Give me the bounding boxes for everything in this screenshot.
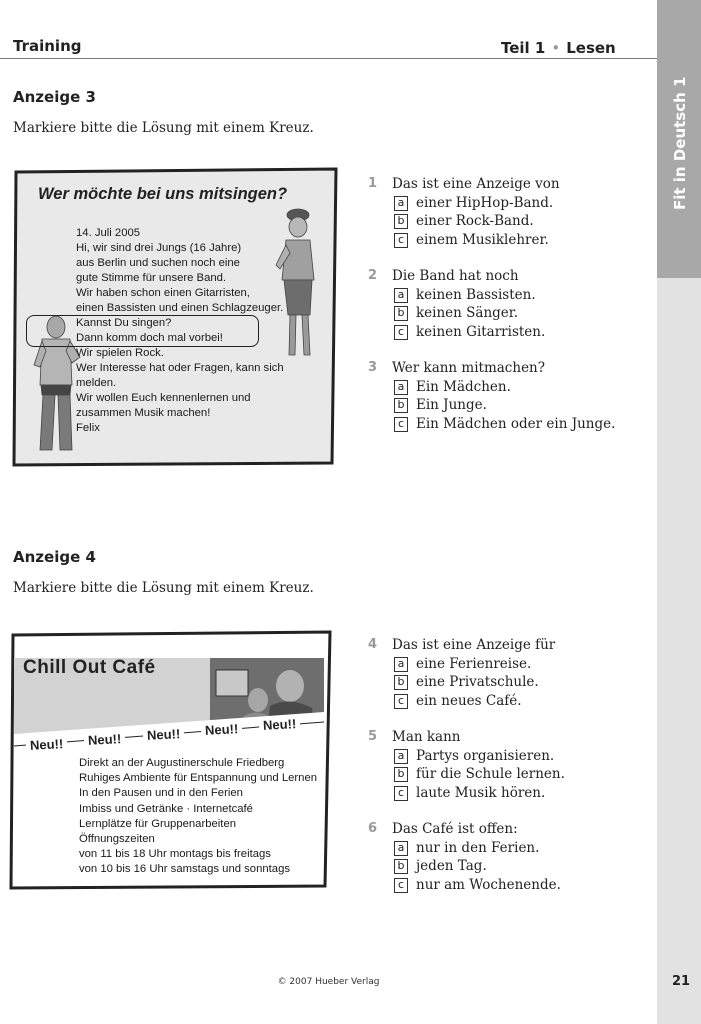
question-stem: Wer kann mitmachen? [392,360,545,376]
answer-option-2a[interactable]: a keinen Bassisten. [394,286,536,305]
page-number: 21 [671,974,691,989]
answer-checkbox[interactable]: c [394,878,408,893]
section4-title: Anzeige 4 [13,548,96,566]
side-tab-label: Fit in Deutsch 1 [671,76,689,210]
answer-option-1b[interactable]: b einer Rock-Band. [394,212,534,231]
answer-checkbox[interactable]: b [394,675,408,690]
ad4-line: Ruhiges Ambiente für Entspannung und Lernen [79,772,318,785]
header-rule [0,58,657,59]
answer-option-5b[interactable]: b für die Schule lernen. [394,765,565,784]
section3-title: Anzeige 3 [13,88,96,106]
ad4-banner-new: Neu!! [143,726,185,743]
ad3-line: gute Stimme für unsere Band. [76,272,227,284]
answer-option-5a[interactable]: a Partys organisieren. [394,747,554,766]
answer-checkbox[interactable]: a [394,288,408,303]
ad3-line: einen Bassisten und einen Schlagzeuger. [76,302,284,314]
side-tab-label-wrap [659,76,699,250]
ad4-banner-new: Neu!! [84,731,126,748]
question-number: 1 [368,176,378,191]
answer-checkbox[interactable]: c [394,694,408,709]
answer-checkbox[interactable]: c [394,325,408,340]
ad3-line: aus Berlin und suchen noch eine [76,257,240,269]
answer-option-6c[interactable]: c nur am Wochenende. [394,876,561,895]
header-part-skill [501,39,616,57]
ad4-line: von 10 bis 16 Uhr samstags und sonntags [79,863,291,876]
answer-option-3b[interactable]: b Ein Junge. [394,396,487,415]
header-training: Training [13,37,82,55]
ad3-line: Wer Interesse hat oder Fragen, kann sich [76,362,284,374]
ad3-line: Hi, wir sind drei Jungs (16 Jahre) [76,242,242,254]
question-stem: Das Café ist offen: [392,821,518,837]
question-number: 4 [368,637,378,652]
ad4-line: In den Pausen und in den Ferien [79,787,243,800]
ad4-line: Direkt an der Augustinerschule Friedberg [79,757,285,769]
ad3-line: zusammen Musik machen! [76,407,211,419]
ad3-line: Felix [76,422,100,434]
answer-option-4b[interactable]: b eine Privatschule. [394,673,539,692]
ad4-line: von 11 bis 18 Uhr montags bis freitags [79,848,271,861]
answer-option-3c[interactable]: c Ein Mädchen oder ein Junge. [394,415,615,434]
answer-checkbox[interactable]: c [394,417,408,432]
ad4-body [79,756,329,878]
answer-checkbox[interactable]: b [394,214,408,229]
question-stem: Das ist eine Anzeige für [392,637,556,653]
answer-option-1a[interactable]: a einer HipHop-Band. [394,194,553,213]
ad3-line: melden. [76,377,117,389]
answer-option-6a[interactable]: a nur in den Ferien. [394,839,539,858]
ad4-line: Imbiss und Getränke · Internetcafé [79,802,253,815]
question-stem: Das ist eine Anzeige von [392,176,560,192]
ad4-line: Öffnungszeiten [79,833,155,846]
ad3-line: Wir wollen Euch kennenlernen und [76,392,251,404]
ad4-banner-new: Neu!! [201,721,243,738]
ad4-banner-new: Neu!! [259,716,301,733]
question-number: 2 [368,268,378,283]
answer-checkbox[interactable]: a [394,657,408,672]
answer-checkbox[interactable]: b [394,306,408,321]
question-number: 5 [368,729,378,744]
ad3-line: Wir spielen Rock. [76,347,164,359]
section4-instruction: Markiere bitte die Lösung mit einem Kreuz. [13,580,314,596]
question-number: 6 [368,821,378,836]
header-skill: Lesen [566,39,616,57]
ad4-title: Chill Out Café [23,657,156,678]
answer-checkbox[interactable]: a [394,749,408,764]
header-separator: • [551,39,561,57]
ad3-line: 14. Juli 2005 [76,227,141,239]
answer-option-2b[interactable]: b keinen Sänger. [394,304,518,323]
answer-option-1c[interactable]: c einem Musiklehrer. [394,231,549,250]
question-stem: Die Band hat noch [392,268,519,284]
question-number: 3 [368,360,378,375]
copyright: © 2007 Hueber Verlag [277,977,380,987]
ad4-banner-new: Neu!! [26,736,68,753]
ad3-title: Wer möchte bei uns mitsingen? [38,185,288,203]
answer-option-5c[interactable]: c laute Musik hören. [394,784,545,803]
answer-option-3a[interactable]: a Ein Mädchen. [394,378,511,397]
section3-instruction: Markiere bitte die Lösung mit einem Kreuz. [13,120,314,136]
answer-checkbox[interactable]: b [394,398,408,413]
answer-option-4c[interactable]: c ein neues Café. [394,692,522,711]
answer-checkbox[interactable]: c [394,786,408,801]
answer-checkbox[interactable]: a [394,841,408,856]
answer-checkbox[interactable]: a [394,196,408,211]
answer-checkbox[interactable]: c [394,233,408,248]
header-part: Teil 1 [501,39,546,57]
ad3-line: Kannst Du singen? [76,317,172,329]
ad4-line: Lernplätze für Gruppenarbeiten [79,817,237,830]
answer-checkbox[interactable]: b [394,767,408,782]
answer-checkbox[interactable]: b [394,859,408,874]
question-stem: Man kann [392,729,461,745]
answer-option-6b[interactable]: b jeden Tag. [394,857,487,876]
answer-checkbox[interactable]: a [394,380,408,395]
ad3-line: Wir haben schon einen Gitarristen, [76,287,250,299]
answer-option-4a[interactable]: a eine Ferienreise. [394,655,531,674]
ad3-highlight-outline [26,315,259,347]
answer-option-2c[interactable]: c keinen Gitarristen. [394,323,545,342]
ad3-line: Dann komm doch mal vorbei! [76,332,223,344]
